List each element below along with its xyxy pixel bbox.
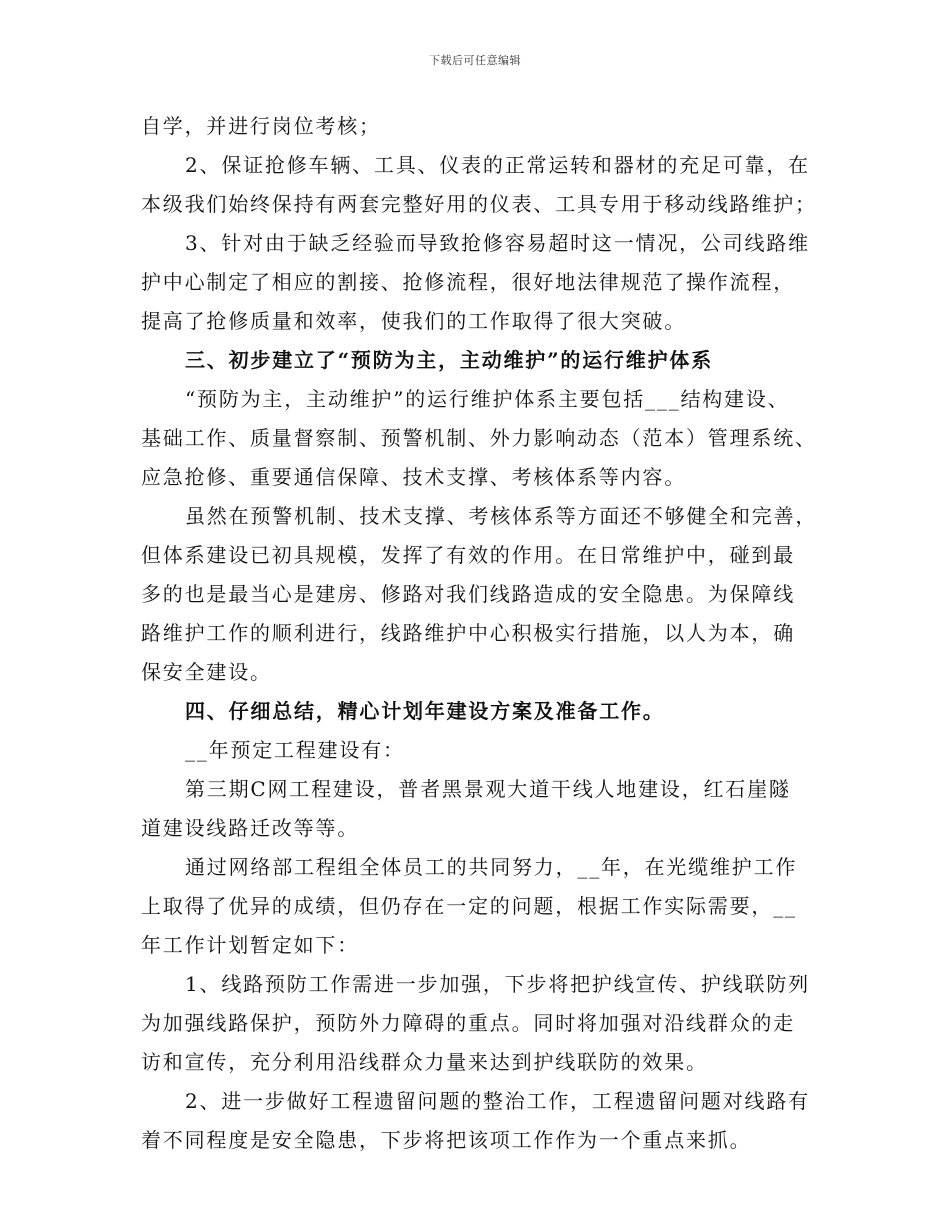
- body-text-line: 第三期C网工程建设，普者黑景观大道干线人地建设，红石崖隧: [185, 777, 791, 801]
- body-text-line: 通过网络部工程组全体员工的共同努力，__年，在光缆维护工作: [185, 855, 798, 879]
- body-text-line: 1、线路预防工作需进一步加强，下步将把护线宣传、护线联防列: [185, 972, 810, 996]
- body-text-line: 应急抢修、重要通信保障、技术支撑、考核体系等内容。: [141, 465, 686, 489]
- body-text-line: 自学，并进行岗位考核；: [141, 114, 381, 138]
- body-text-line: 3、针对由于缺乏经验而导致抢修容易超时这一情况，公司线路维: [185, 231, 810, 255]
- body-text-line: 上取得了优异的成绩，但仍存在一定的问题，根据工作实际需要，__: [141, 894, 797, 918]
- body-text-line: 道建设线路迁改等等。: [141, 816, 359, 840]
- body-text-line: 着不同程度是安全隐患，下步将把该项工作作为一个重点来抓。: [141, 1128, 752, 1152]
- body-text-line: 访和宣传，充分利用沿线群众力量来达到护线联防的效果。: [141, 1050, 708, 1074]
- body-text-line: __年预定工程建设有：: [185, 738, 405, 762]
- document-body: [141, 107, 818, 1160]
- section-heading: 三、初步建立了“预防为主，主动维护”的运行维护体系: [185, 348, 714, 372]
- body-text-line: “预防为主，主动维护”的运行维护体系主要包括___结构建设、: [185, 387, 790, 411]
- body-text-line: 护中心制定了相应的割接、抢修流程，很好地法律规范了操作流程，: [141, 270, 795, 294]
- body-text-line: 提高了抢修质量和效率，使我们的工作取得了很大突破。: [141, 309, 686, 333]
- body-text-line: 2、保证抢修车辆、工具、仪表的正常运转和器材的充足可靠，在: [185, 153, 810, 177]
- body-text-line: 但体系建设已初具规模，发挥了有效的作用。在日常维护中，碰到最: [141, 543, 795, 567]
- body-text-line: 路维护工作的顺利进行，线路维护中心积极实行措施，以人为本，确: [141, 621, 795, 645]
- body-text-line: 基础工作、质量督察制、预警机制、外力影响动态（范本）管理系统、: [141, 426, 817, 450]
- body-text-line: 多的也是最当心是建房、修路对我们线路造成的安全隐患。为保障线: [141, 582, 795, 606]
- body-text-line: 本级我们始终保持有两套完整好用的仪表、工具专用于移动线路维护；: [141, 192, 817, 216]
- section-heading: 四、仔细总结，精心计划年建设方案及准备工作。: [185, 699, 665, 723]
- body-text-line: 为加强线路保护，预防外力障碍的重点。同时将加强对沿线群众的走: [141, 1011, 795, 1035]
- body-text-line: 2、进一步做好工程遗留问题的整治工作，工程遗留问题对线路有: [185, 1089, 810, 1113]
- body-text-line: 虽然在预警机制、技术支撑、考核体系等方面还不够健全和完善，: [185, 504, 818, 528]
- body-text-line: 年工作计划暂定如下：: [141, 933, 359, 957]
- body-text-line: 保安全建设。: [141, 660, 272, 684]
- page-header-note: 下载后可任意编辑: [429, 54, 521, 67]
